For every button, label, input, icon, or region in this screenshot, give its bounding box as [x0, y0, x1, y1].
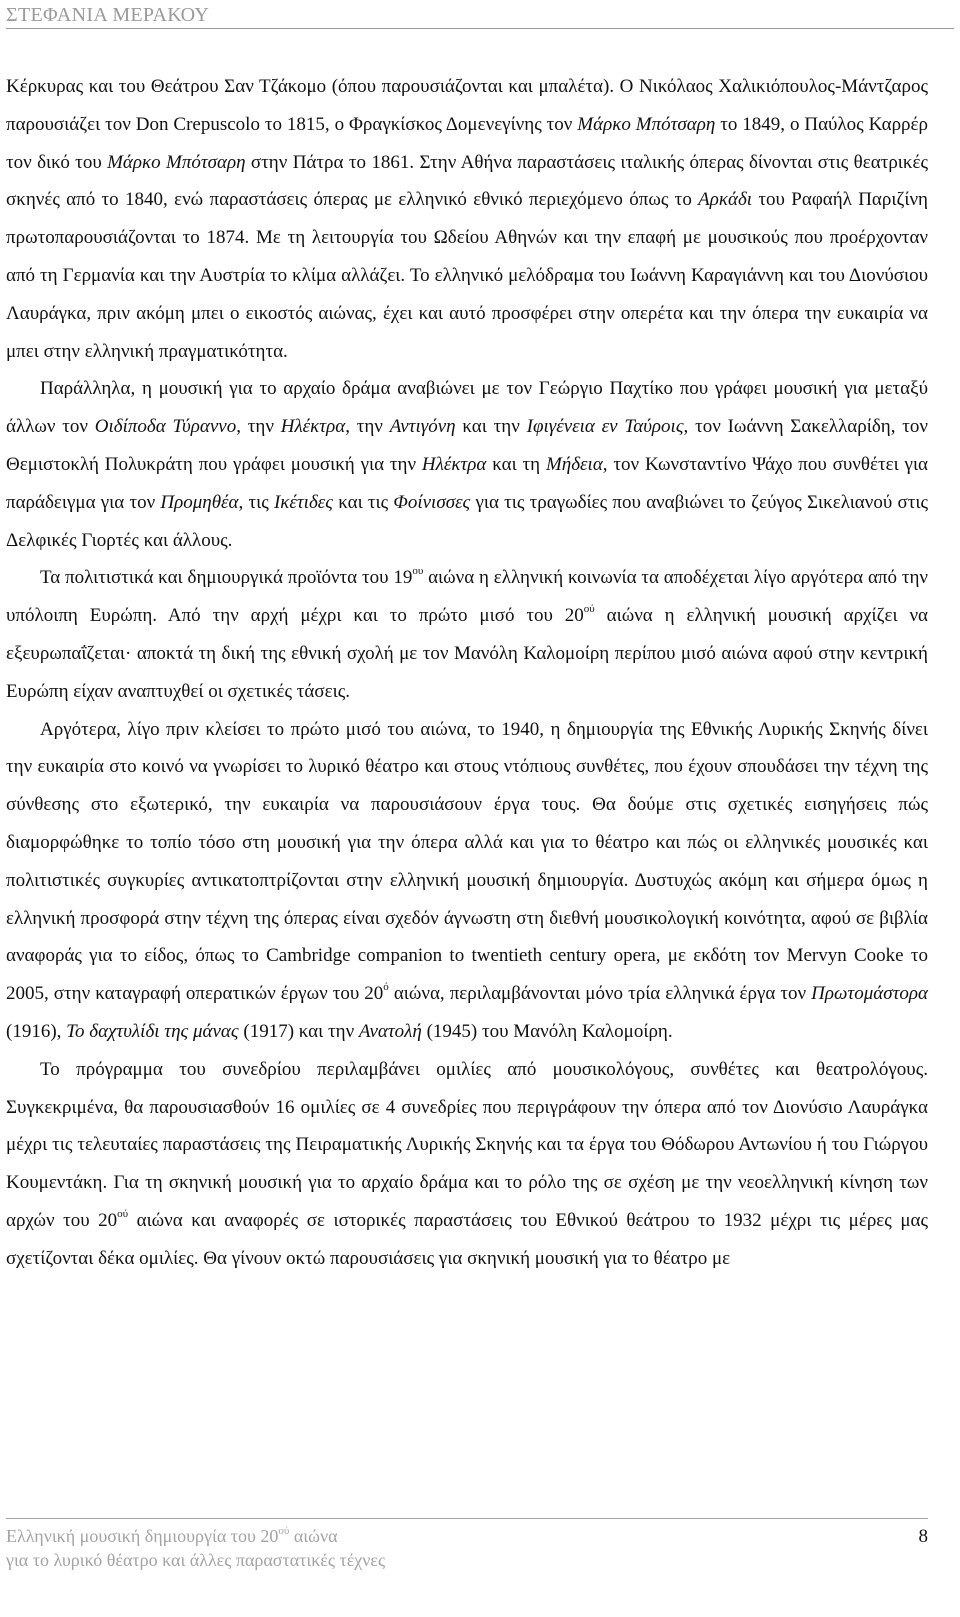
running-title: ΣΤΕΦΑΝΙΑ ΜΕΡΑΚΟΥ: [6, 4, 210, 26]
italic-title: Ηλέκτρα: [421, 453, 487, 475]
text-run: το 1849, ο Παύλος Καρρέρ τον δικό του: [6, 113, 928, 173]
text-run: για τις τραγωδίες που αναβιώνει το ζεύγος Σικελιανού στις Δελφικές Γιορτές και άλλους.: [6, 491, 928, 551]
paragraph: [6, 711, 928, 1051]
running-header: [6, 0, 956, 30]
italic-title: Πρωτομάστορα: [811, 983, 928, 1005]
italic-title: Μάρκο Μπότσαρη: [577, 113, 716, 135]
footer-line1-suffix: αιώνα: [289, 1526, 338, 1546]
italic-title: Αντιγόνη: [389, 416, 456, 438]
text-run: στην Πάτρα το 1861. Στην Αθήνα παραστάσεις ιταλικής όπερας δίνονται στις θεατρικές σκηνές από το 1840, ενώ παραστάσεις όπερας με ελληνικό εθνικό περιεχόμενο όπως το: [6, 151, 928, 211]
text-run: (1917) και την: [238, 1020, 359, 1042]
text-run: και την: [455, 416, 527, 438]
text-run: Παράλληλα, η μουσική για το αρχαίο δράμα αναβιώνει με τον Γεώργιο Παχτίκο που γράφει μουσική για μεταξύ άλλων τον: [6, 378, 928, 438]
paragraph: [6, 370, 928, 559]
ordinal-superscript: ό: [383, 981, 389, 994]
footer-superscript: ού: [278, 1525, 290, 1537]
text-run: αιώνα η ελληνική μουσική αρχίζει να εξευρωπαΐζεται· αποκτά τη δική της εθνική σχολή με τον Μανόλη Καλομοίρη περίπου μισό αιώνα αφού στην κεντρική Ευρώπη είχαν αναπτυχθεί οι σχετικές τάσεις.: [6, 605, 928, 702]
text-run: (1916),: [6, 1020, 67, 1042]
paragraph: [6, 68, 928, 370]
text-run: αιώνα και αναφορές σε ιστορικές παραστάσεις του Εθνικού θεάτρου το 1932 μέχρι τις μέρες μας σχετίζονται δέκα ομιλίες. Θα γίνουν οκτώ παρουσιάσεις για σκηνική μουσική για το θέατρο με: [6, 1209, 928, 1269]
text-run: αιώνα, περιλαμβάνονται μόνο τρία ελληνικά έργα τον: [388, 983, 812, 1005]
ordinal-superscript: ού: [117, 1207, 129, 1220]
text-run: , την: [236, 416, 281, 438]
ordinal-superscript: ού: [583, 603, 595, 616]
italic-title: Οιδίποδα Τύραννο: [94, 416, 237, 438]
text-run: (1945) του Μανόλη Καλομοίρη.: [421, 1020, 673, 1042]
page-footer: [6, 1518, 928, 1608]
text-run: και τις: [333, 491, 394, 513]
italic-title: Φοίνισσες: [393, 491, 471, 513]
ordinal-superscript: ου: [412, 565, 424, 578]
text-run: , τις: [238, 491, 274, 513]
text-run: αιώνα η ελληνική κοινωνία τα αποδέχεται λίγο αργότερα από την υπόλοιπη Ευρώπη. Από την αρχή μέχρι και το πρώτο μισό του 20: [6, 567, 928, 627]
paragraph: [6, 1051, 928, 1278]
text-run: Το πρόγραμμα του συνεδρίου περιλαμβάνει ομιλίες από μουσικολόγους, συνθέτες και θεατρολόγους. Συγκεκριμένα, θα παρουσιασθούν 16 ομιλίες σε 4 συνεδρίες που περιγράφουν την όπερα από τον Διονύσιο Λαυράγκα μέχρι τις τελευταίες παραστάσεις της Πειραματικής Λυρικής Σκηνής και τα έργα του Θόδωρου Αντωνίου ή του Γιώργου Κουμεντάκη. Για τη σκηνική μουσική για το αρχαίο δράμα και το ρόλο της σε σχέση με την νεοελληνική κίνηση των αρχών του 20: [6, 1058, 928, 1231]
text-run: , τον Κωνσταντίνο Ψάχο που συνθέτει για παράδειγμα για τον: [6, 453, 929, 513]
italic-title: Ηλέκτρα: [280, 416, 346, 438]
italic-title: Μάρκο Μπότσαρη: [107, 151, 246, 173]
text-run: και τη: [486, 453, 546, 475]
text-run: Αργότερα, λίγο πριν κλείσει το πρώτο μισό του αιώνα, το 1940, η δημιουργία της Εθνικής Λυρικής Σκηνής δίνει την ευκαιρία στο κοινό να γνωρίσει το λυρικό θέατρο και στους ντόπιους συνθέτες, που έχουν σπουδάσει την τέχνη της σύνθεσης στο εξωτερικό, την ευκαιρία να παρουσιάσουν έργα τους. Θα δούμε στις σχετικές εισηγήσεις πώς διαμορφώθηκε το τοπίο τόσο στη μουσική για την όπερα αλλά και για το θέατρο και πώς οι ελληνικές μουσικές και πολιτιστικές συγκυρίες αντικατοπτρίζονται στην ελληνική μουσική δημιουργία. Δυστυχώς ακόμη και σήμερα όμως η ελληνική προσφορά στην τέχνη της όπερας είναι σχεδόν άγνωστη στη διεθνή μουσικολογική κοινότητα, αφού σε βιβλία αναφοράς για το είδος, όπως το Cambridge companion to twentieth century opera, με εκδότη τον Mervyn Cooke το 2005, στην καταγραφή οπερατικών έργων του 20: [6, 718, 928, 1005]
page-number: 8: [918, 1526, 928, 1547]
italic-title: Αρκάδι: [698, 189, 753, 211]
text-run: του Ραφαήλ Παριζίνη πρωτοπαρουσιάζονται το 1874. Με τη λειτουργία του Ωδείου Αθηνών και την επαφή με μουσικούς που προέρχονταν από τη Γερμανία και την Αυστρία το κλίμα αλλάζει. Το ελληνικό μελόδραμα του Ιωάννη Καραγιάννη και του Διονύσιου Λαυράγκα, πριν ακόμη μπει ο εικοστός αιώνας, έχει και αυτό προσφέρει στην οπερέτα και την όπερα την ευκαιρία να μπει στην ελληνική πραγματικότητα.: [6, 189, 928, 362]
text-run: , τον Ιωάννη Σακελλαρίδη, τον Θεμιστοκλή Πολυκράτη που γράφει μουσική για την: [6, 416, 928, 475]
italic-title: Μήδεια: [545, 453, 603, 475]
text-run: Τα πολιτιστικά και δημιουργικά προϊόντα του 19: [40, 567, 413, 589]
italic-title: Προμηθέα: [160, 491, 239, 513]
text-run: , την: [345, 416, 390, 438]
document-body: [6, 68, 928, 1278]
paragraph: [6, 559, 928, 710]
italic-title: Το δαχτυλίδι της μάνας: [66, 1020, 239, 1042]
header-divider: [6, 28, 954, 29]
footer-line1-text: Ελληνική μουσική δημιουργία του 20: [6, 1526, 279, 1546]
italic-title: Ανατολή: [358, 1020, 422, 1042]
italic-title: Ικέτιδες: [273, 491, 333, 513]
footer-divider: [6, 1518, 928, 1519]
italic-title: Ιφιγένεια εν Ταύροις: [526, 416, 684, 438]
footer-title-line1: [6, 1526, 338, 1547]
text-run: Κέρκυρας και του Θεάτρου Σαν Τζάκομο (όπου παρουσιάζονται και μπαλέτα). Ο Νικόλαος Χαλικιόπουλος-Μάντζαρος παρουσιάζει τον Don Crepuscolo το 1815, ο Φραγκίσκος Δομενεγίνης τον: [6, 76, 928, 135]
footer-title-line2: για το λυρικό θέατρο και άλλες παραστατικές τέχνες: [6, 1550, 386, 1570]
